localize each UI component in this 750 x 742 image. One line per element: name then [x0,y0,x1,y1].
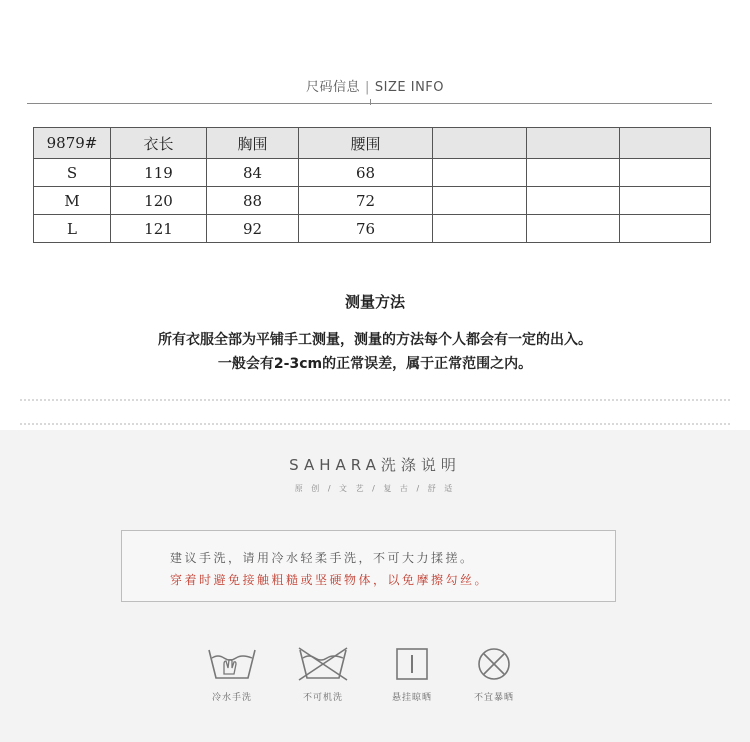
table-cell-empty [433,159,527,187]
table-cell-empty [433,215,527,243]
header-cell-chest: 胸围 [207,128,299,159]
washing-notice-warning: 穿着时避免接触粗糙或坚硬物体，以免摩擦勾丝。 [170,573,490,587]
table-cell-empty [527,187,620,215]
table-cell-empty [620,187,711,215]
table-cell-empty [527,215,620,243]
washing-notice-line-1: 建议手洗，请用冷水轻柔手洗，不可大力揉搓。 [170,551,475,565]
no-sun-dry-icon [476,646,512,682]
table-cell-size: L [34,215,111,243]
table-cell-chest: 88 [207,187,299,215]
header-cell-style: 9879# [34,128,111,159]
size-info-title [0,76,750,95]
table-cell-size: M [34,187,111,215]
care-label-no-sun-dry: 不宜暴晒 [473,693,514,703]
header-cell-empty [527,128,620,159]
table-row [34,159,711,187]
dotted-divider [20,399,730,401]
size-table [33,127,711,243]
dotted-divider [20,423,730,425]
table-cell-empty [527,159,620,187]
table-cell-waist: 72 [299,187,433,215]
table-cell-chest: 84 [207,159,299,187]
cold-hand-wash-icon [206,646,258,682]
care-item-hang-dry [372,646,452,703]
table-cell-waist: 76 [299,215,433,243]
measurement-title: 测量方法 [344,293,405,311]
table-cell-chest: 92 [207,215,299,243]
table-cell-waist: 68 [299,159,433,187]
table-cell-empty [620,159,711,187]
table-header-row [34,128,711,159]
measurement-note-line-1: 所有衣服全部为平铺手工测量，测量的方法每个人都会有一定的出入。 [158,332,592,348]
washing-title: SAHARA洗涤说明 [289,456,461,474]
header-cell-empty [433,128,527,159]
washing-subtitle: 原 创 / 文 艺 / 复 古 / 舒 适 [294,484,456,493]
title-divider-tick [370,99,371,105]
table-cell-length: 119 [111,159,207,187]
care-label-no-machine-wash: 不可机洗 [302,693,343,703]
table-cell-empty [620,215,711,243]
header-cell-waist: 腰围 [299,128,433,159]
table-cell-size: S [34,159,111,187]
header-cell-length: 衣长 [111,128,207,159]
size-info-separator: | [365,80,370,95]
table-row [34,187,711,215]
table-cell-length: 121 [111,215,207,243]
table-cell-length: 120 [111,187,207,215]
care-label-hang-dry: 悬挂晾晒 [391,693,432,703]
washing-section [0,430,750,742]
care-item-no-sun-dry [454,646,534,703]
hang-dry-icon [394,646,430,682]
header-cell-empty [620,128,711,159]
no-machine-wash-icon [295,646,351,682]
washing-notice-box [121,530,616,602]
size-info-title-en: SIZE INFO [374,80,444,95]
measurement-note-line-2: 一般会有2-3cm的正常误差，属于正常范围之内。 [217,356,533,372]
care-label-cold-hand-wash: 冷水手洗 [211,693,252,703]
table-row [34,215,711,243]
care-item-cold-hand-wash [192,646,272,703]
size-info-title-cn: 尺码信息 [305,80,360,95]
care-item-no-machine-wash [283,646,363,703]
table-cell-empty [433,187,527,215]
